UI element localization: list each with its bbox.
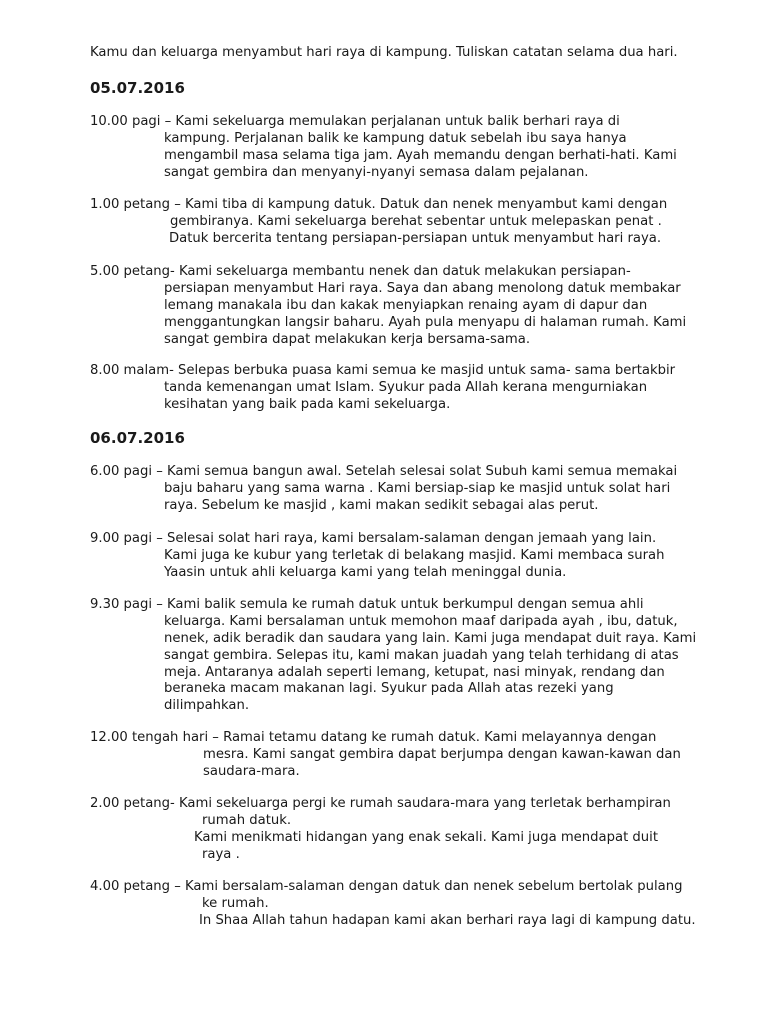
entry-line: gembiranya. Kami sekeluarga berehat sebentar untuk melepaskan penat . <box>170 213 662 229</box>
entry-line: keluarga. Kami bersalaman untuk memohon maaf daripada ayah , ibu, datuk, <box>164 613 678 629</box>
entry-day2-400-petang <box>90 879 696 930</box>
entry-line: 4.00 petang – Kami bersalam-salaman dengan datuk dan nenek sebelum bertolak pulang <box>90 879 683 894</box>
entry-day1-500-petang <box>90 264 686 348</box>
entry-line: tanda kemenangan umat Islam. Syukur pada Allah kerana mengurniakan <box>164 379 648 395</box>
entry-day1-1000-pagi <box>90 114 677 182</box>
entry-line: saudara-mara. <box>203 763 300 779</box>
instruction-text: Kamu dan keluarga menyambut hari raya di kampung. Tuliskan catatan selama dua hari. <box>90 45 678 60</box>
entry-line: Kami menikmati hidangan yang enak sekali. Kami juga mendapat duit <box>194 829 658 845</box>
entry-line: persiapan menyambut Hari raya. Saya dan abang menolong datuk membakar <box>164 280 681 296</box>
entry-line: beraneka macam makanan lagi. Syukur pada Allah atas rezeki yang <box>164 681 614 697</box>
entry-line: 1.00 petang – Kami tiba di kampung datuk. Datuk dan nenek menyambut kami dengan <box>90 197 668 212</box>
entry-day2-930-pagi <box>90 597 696 715</box>
entry-line: rumah datuk. <box>202 812 292 828</box>
day-1-date: 05.07.2016 <box>90 79 185 97</box>
entry-line: 9.00 pagi – Selesai solat hari raya, kami bersalam-salaman dengan jemaah yang lain. <box>90 531 657 546</box>
entry-line: menggantungkan langsir baharu. Ayah pula menyapu di halaman rumah. Kami <box>164 314 687 330</box>
entry-day2-200-petang <box>90 796 671 864</box>
entry-line: Datuk bercerita tentang persiapan-persiapan untuk menyambut hari raya. <box>169 230 662 246</box>
entry-day1-800-malam <box>90 363 675 414</box>
entry-line: 9.30 pagi – Kami balik semula ke rumah datuk untuk berkumpul dengan semua ahli <box>90 597 644 612</box>
entry-line: 2.00 petang- Kami sekeluarga pergi ke rumah saudara-mara yang terletak berhampiran <box>90 796 671 811</box>
entry-line: meja. Antaranya adalah seperti lemang, ketupat, nasi minyak, rendang dan <box>164 664 665 680</box>
entry-line: sangat gembira dapat melakukan kerja bersama-sama. <box>164 331 531 347</box>
entry-line: sangat gembira. Selepas itu, kami makan juadah yang telah terhidang di atas <box>164 647 679 663</box>
entry-line: 10.00 pagi – Kami sekeluarga memulakan perjalanan untuk balik berhari raya di <box>90 114 620 129</box>
entry-line: kesihatan yang baik pada kami sekeluarga. <box>164 396 451 412</box>
entry-line: 8.00 malam- Selepas berbuka puasa kami semua ke masjid untuk sama- sama bertakbir <box>90 363 676 378</box>
entry-line: Kami juga ke kubur yang terletak di belakang masjid. Kami membaca surah <box>164 547 665 563</box>
entry-day1-100-petang <box>90 197 667 248</box>
entry-line: mesra. Kami sangat gembira dapat berjumpa dengan kawan-kawan dan <box>203 746 681 762</box>
entry-line: 12.00 tengah hari – Ramai tetamu datang ke rumah datuk. Kami melayannya dengan <box>90 730 657 745</box>
entry-line: 6.00 pagi – Kami semua bangun awal. Setelah selesai solat Subuh kami semua memakai <box>90 464 678 479</box>
entry-line: kampung. Perjalanan balik ke kampung datuk sebelah ibu saya hanya <box>164 130 627 146</box>
day-2-date: 06.07.2016 <box>90 429 185 447</box>
entry-day2-600-pagi <box>90 464 677 515</box>
entry-line: In Shaa Allah tahun hadapan kami akan berhari raya lagi di kampung datu. <box>199 912 696 928</box>
entry-line: dilimpahkan. <box>164 698 250 714</box>
entry-line: sangat gembira dan menyanyi-nyanyi semasa dalam pejalanan. <box>164 164 589 180</box>
entry-day2-1200-tengah-hari <box>90 730 681 781</box>
entry-line: lemang manakala ibu dan kakak menyiapkan renaing ayam di dapur dan <box>164 297 648 313</box>
entry-line: baju baharu yang sama warna . Kami bersiap-siap ke masjid untuk solat hari <box>164 480 671 496</box>
entry-line: Yaasin untuk ahli keluarga kami yang telah meninggal dunia. <box>164 564 567 580</box>
entry-day2-900-pagi <box>90 531 664 582</box>
entry-line: raya. Sebelum ke masjid , kami makan sedikit sebagai alas perut. <box>164 497 599 513</box>
entry-line: ke rumah. <box>202 895 269 911</box>
entry-line: nenek, adik beradik dan saudara yang lain. Kami juga mendapat duit raya. Kami <box>164 630 697 646</box>
entry-line: 5.00 petang- Kami sekeluarga membantu nenek dan datuk melakukan persiapan- <box>90 264 631 279</box>
entry-line: mengambil masa selama tiga jam. Ayah memandu dengan berhati-hati. Kami <box>164 147 677 163</box>
entry-line: raya . <box>202 846 240 862</box>
